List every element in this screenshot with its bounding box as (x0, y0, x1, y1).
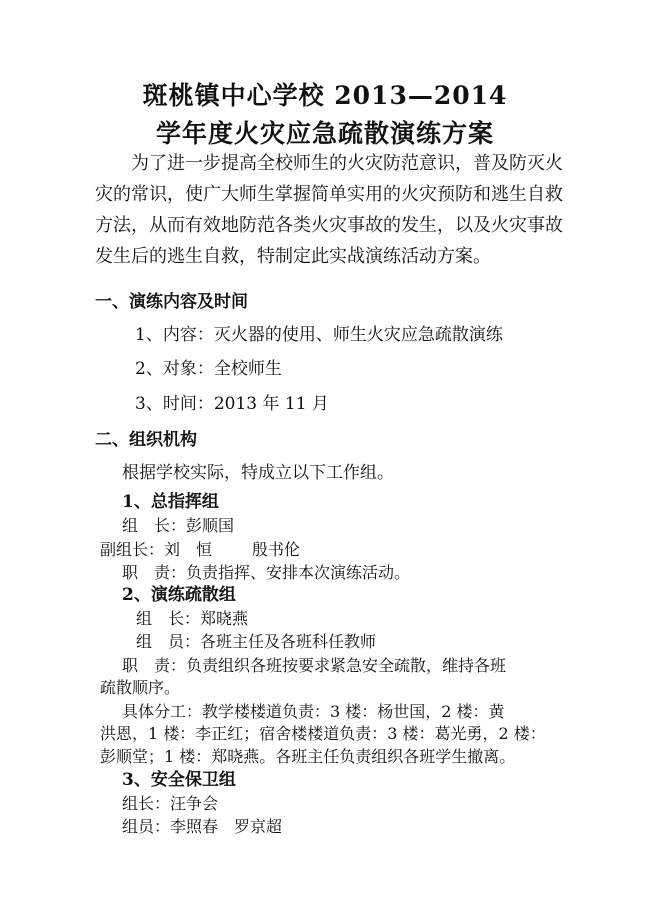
group-2-leader: 组 长：郑晓燕 (136, 609, 249, 628)
group-2-division-line: 彭顺堂；1 楼：郑晓燕。各班主任负责组织各班学生撤离。 (100, 747, 516, 766)
group-2-heading: 2、演练疏散组 (122, 585, 236, 605)
section-2-heading: 二、组织机构 (95, 430, 197, 450)
section-1-item: 3、时间：2013 年 11 月 (135, 394, 329, 414)
section-1-heading: 一、演练内容及时间 (95, 292, 248, 312)
group-1-leader: 组 长：彭顺国 (122, 516, 235, 535)
intro-line: 方法，从而有效地防范各类火灾事故的发生，以及火灾事故 (95, 215, 563, 236)
group-1-duty: 职 责：负责指挥、安排本次演练活动。 (122, 563, 411, 582)
deputy-a: 副组长：刘 恒 (100, 540, 213, 559)
group-1-deputy (100, 538, 300, 562)
group-2-members: 组 员：各班主任及各班科任教师 (136, 632, 377, 651)
deputy-b: 殷书伦 (252, 540, 301, 559)
group-3-heading: 3、安全保卫组 (122, 770, 236, 790)
intro-paragraph (95, 148, 575, 272)
group-2-division-line: 具体分工：教学楼楼道负责：3 楼：杨世国，2 楼：黄 (122, 702, 505, 721)
intro-line: 发生后的逃生自救，特制定此实战演练活动方案。 (95, 246, 491, 267)
group-2-duty-line: 职 责：负责组织各班按要求紧急安全疏散，维持各班 (122, 656, 507, 675)
section-2-intro: 根据学校实际，特成立以下工作组。 (122, 463, 394, 483)
group-3-members: 组员：李照春 罗京超 (122, 817, 283, 836)
group-2-duty-line: 疏散顺序。 (100, 678, 181, 697)
intro-line: 为了进一步提高全校师生的火灾防范意识，普及防灭火 (131, 153, 563, 174)
group-3-leader: 组长：汪争会 (122, 794, 219, 813)
intro-line: 灾的常识，使广大师生掌握简单实用的火灾预防和逃生自救 (95, 184, 563, 205)
title-line-2: 学年度火灾应急疏散演练方案 (155, 119, 494, 148)
section-1-item: 2、对象：全校师生 (135, 359, 282, 379)
group-2-division-line: 洪恩，1 楼：李正红；宿舍楼楼道负责：3 楼：葛光勇，2 楼： (100, 724, 546, 743)
title-line-1: 斑桃镇中心学校 2013—2014 (142, 81, 508, 110)
group-1-heading: 1、总指挥组 (122, 492, 219, 512)
section-1-item: 1、内容：灭火器的使用、师生火灾应急疏散演练 (135, 325, 503, 345)
